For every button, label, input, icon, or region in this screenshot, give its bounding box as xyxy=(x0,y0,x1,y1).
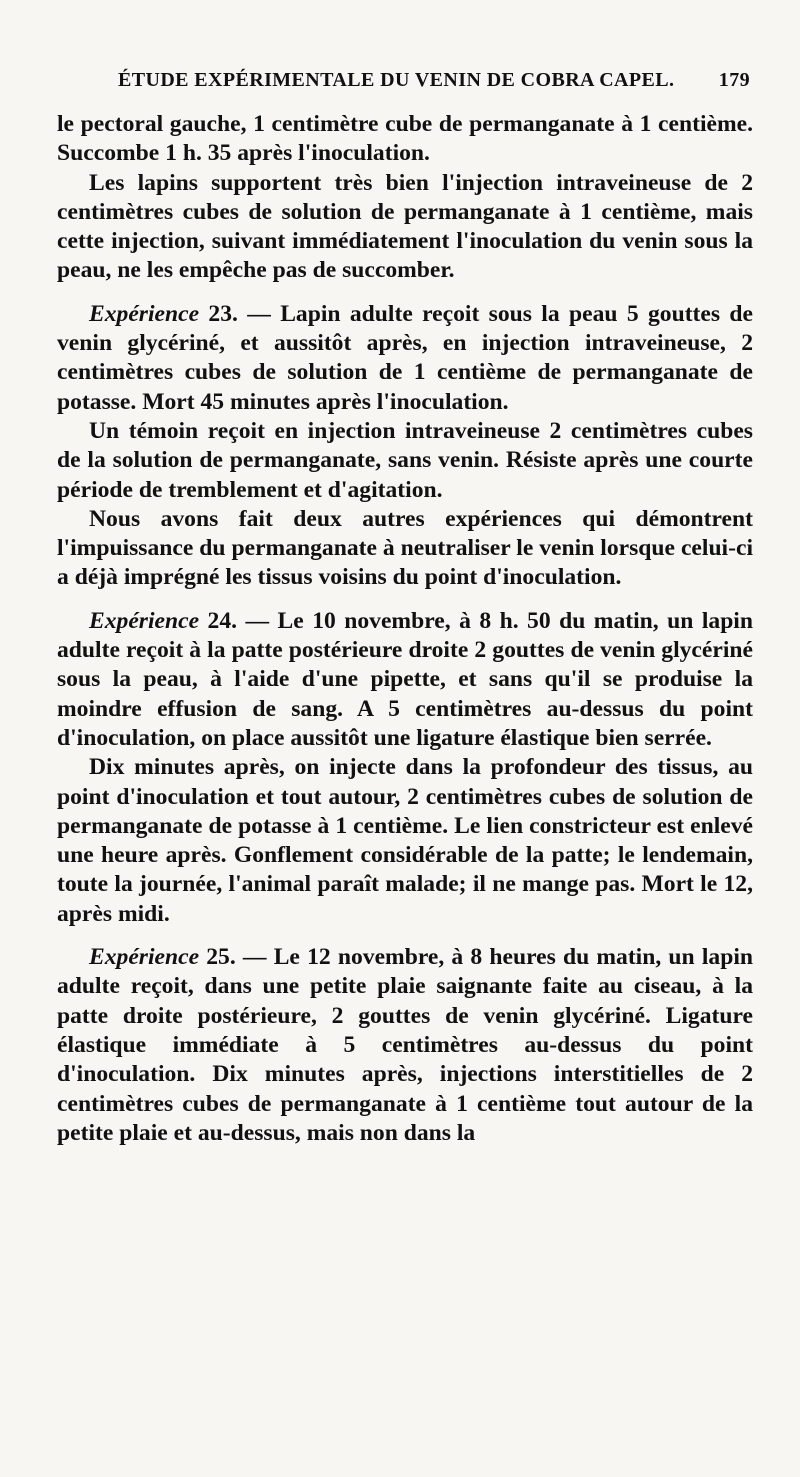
running-header xyxy=(118,69,750,92)
paragraph-experience-24 xyxy=(57,607,753,753)
paragraph xyxy=(57,753,753,929)
paragraph-text: 25. — Le 12 novembre, à 8 heures du matin, un lapin adulte reçoit, dans une petite plaie saignante faite au ciseau, à la patte droite postérieure, 2 gouttes de venin glycériné. Ligature élastique immédiate à 5 centimètres au-dessus du point d'inoculation. Dix minutes après, injections interstitielles de 2 centimètres cubes de permanganate à 1 centième tout autour de la petite plaie et au-dessus, mais non dans la xyxy=(57,944,753,1146)
paragraph-text: Les lapins supportent très bien l'injection intraveineuse de 2 centimètres cubes de solution de permanganate à 1 centième, mais cette injection, suivant immédiatement l'inoculation du venin sous la peau, ne les empêche pas de succomber. xyxy=(57,169,753,284)
experience-label: Expérience xyxy=(89,944,200,971)
paragraph xyxy=(57,417,753,505)
paragraph-experience-23 xyxy=(57,300,753,417)
page-number: 179 xyxy=(718,69,750,91)
paragraph xyxy=(57,169,753,286)
paragraph-text: le pectoral gauche, 1 centimètre cube de permanganate à 1 centième. Succombe 1 h. 35 après l'inoculation. xyxy=(57,111,753,167)
paragraph xyxy=(57,505,753,593)
paragraph-text: Nous avons fait deux autres expériences qui démontrent l'impuissance du permanganate à neutraliser le venin lorsque celui-ci a déjà imprégné les tissus voisins du point d'inoculation. xyxy=(57,505,753,591)
paragraph-continuation xyxy=(57,110,753,169)
paragraph-experience-25 xyxy=(57,943,753,1148)
paragraph-text: 23. — Lapin adulte reçoit sous la peau 5 gouttes de venin glycériné, et aussitôt après, en injection intraveineuse, 2 centimètres cubes de solution de 1 centième de permanganate de potasse. Mort 45 minutes après l'inoculation. xyxy=(57,300,753,415)
paragraph-text: Un témoin reçoit en injection intraveineuse 2 centimètres cubes de la solution de permanganate, sans venin. Résiste après une courte période de tremblement et d'agitation. xyxy=(57,417,753,503)
body-text xyxy=(57,110,753,1148)
paragraph-text: 24. — Le 10 novembre, à 8 h. 50 du matin, un lapin adulte reçoit à la patte postérieure droite 2 gouttes de venin glycériné sous la peau, à l'aide d'une pipette, et sans qu'il se produise la moindre effusion de sang. A 5 centimètres au-dessus du point d'inoculation, on place aussitôt une ligature élastique bien serrée. xyxy=(57,607,753,751)
header-title: ÉTUDE EXPÉRIMENTALE DU VENIN DE COBRA CAPEL. xyxy=(118,69,675,91)
experience-label: Expérience xyxy=(89,300,200,327)
paragraph-text: Dix minutes après, on injecte dans la profondeur des tissus, au point d'inoculation et tout autour, 2 centimètres cubes de solution de permanganate de potasse à 1 centième. Le lien constricteur est enlevé une heure après. Gonflement considérable de la patte; le lendemain, toute la journée, l'animal paraît malade; il ne mange pas. Mort le 12, après midi. xyxy=(57,754,753,927)
experience-label: Expérience xyxy=(89,607,200,634)
